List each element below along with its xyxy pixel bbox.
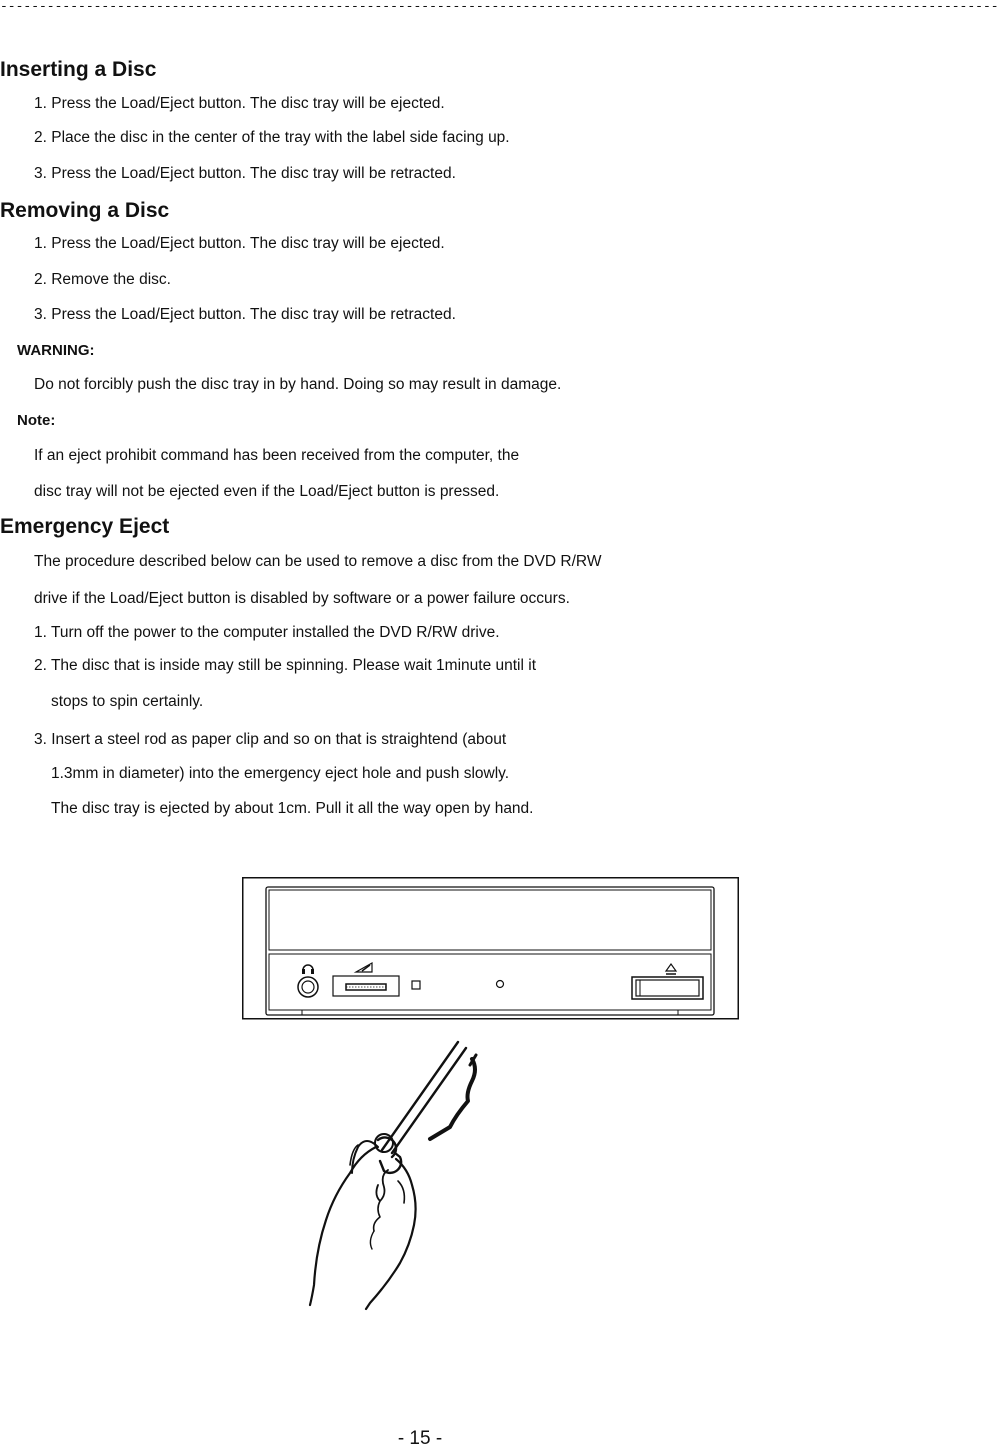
inserting-step-1: 1. Press the Load/Eject button. The disc tray will be ejected. <box>34 95 445 112</box>
warning-text: Do not forcibly push the disc tray in by hand. Doing so may result in damage. <box>34 376 562 393</box>
emergency-step-3-cont-2: The disc tray is ejected by about 1cm. Pull it all the way open by hand. <box>51 800 534 817</box>
hand-with-paper-clip-illustration <box>300 1035 500 1315</box>
removing-step-2: 2. Remove the disc. <box>34 271 171 288</box>
removing-step-1: 1. Press the Load/Eject button. The disc tray will be ejected. <box>34 235 445 252</box>
top-separator: -------------------------------------------------------------------------------------------------------------------------------- <box>0 0 999 14</box>
removing-step-3: 3. Press the Load/Eject button. The disc tray will be retracted. <box>34 306 456 323</box>
note-label: Note: <box>17 412 56 429</box>
emergency-step-1: 1. Turn off the power to the computer installed the DVD R/RW drive. <box>34 624 500 641</box>
note-line-2: disc tray will not be ejected even if the Load/Eject button is pressed. <box>34 483 500 500</box>
page-number: - 15 - <box>397 1428 443 1449</box>
emergency-step-2: 2. The disc that is inside may still be spinning. Please wait 1minute until it <box>34 657 536 674</box>
note-line-1: If an eject prohibit command has been received from the computer, the <box>34 447 520 464</box>
heading-removing-disc: Removing a Disc <box>0 199 170 222</box>
emergency-line-2: drive if the Load/Eject button is disabled by software or a power failure occurs. <box>34 590 570 607</box>
drive-front-panel-illustration <box>242 877 739 1020</box>
emergency-line-1: The procedure described below can be used to remove a disc from the DVD R/RW <box>34 553 602 570</box>
warning-label: WARNING: <box>17 342 95 359</box>
heading-emergency-eject: Emergency Eject <box>0 515 170 538</box>
emergency-step-2-cont: stops to spin certainly. <box>51 693 204 710</box>
inserting-step-2: 2. Place the disc in the center of the tray with the label side facing up. <box>34 129 510 146</box>
emergency-step-3: 3. Insert a steel rod as paper clip and so on that is straightend (about <box>34 731 507 748</box>
emergency-step-3-cont: 1.3mm in diameter) into the emergency eject hole and push slowly. <box>51 765 510 782</box>
heading-inserting-disc: Inserting a Disc <box>0 58 157 81</box>
inserting-step-3: 3. Press the Load/Eject button. The disc tray will be retracted. <box>34 165 456 182</box>
